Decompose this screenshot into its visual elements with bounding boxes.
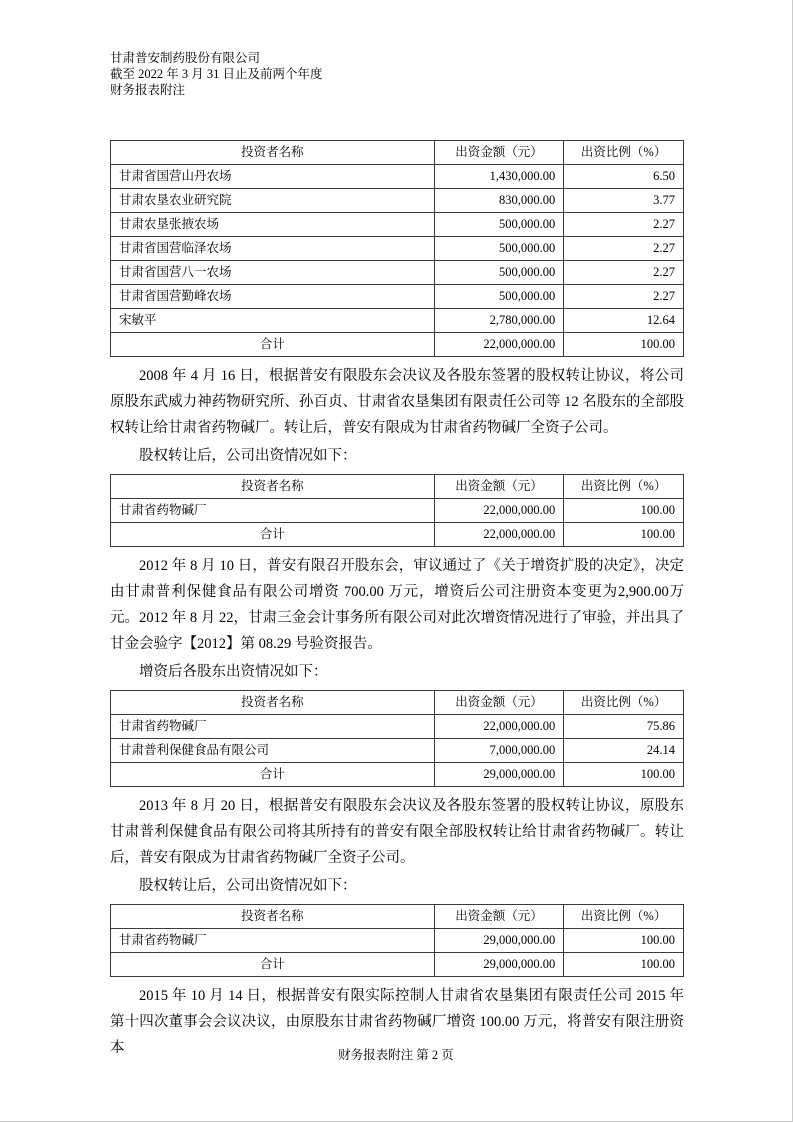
total-amount-cell: 29,000,000.00: [434, 763, 563, 787]
paragraph-increase-intro: 增资后各股东出资情况如下：: [139, 664, 328, 680]
total-amount-cell: 22,000,000.00: [434, 333, 563, 357]
ratio-cell: 6.50: [564, 165, 684, 189]
amount-cell: 500,000.00: [434, 261, 563, 285]
col-investor-name: 投资者名称: [111, 475, 435, 499]
ownership-table-2008: [110, 474, 684, 547]
total-ratio-cell: 100.00: [564, 523, 684, 547]
investor-name-cell: 甘肃省药物碱厂: [111, 715, 435, 739]
table-header-row: [111, 905, 684, 929]
doc-header: [110, 50, 684, 98]
col-amount: 出资金额（元）: [434, 691, 563, 715]
ratio-cell: 2.27: [564, 285, 684, 309]
investor-name-cell: 甘肃省国营山丹农场: [111, 165, 435, 189]
total-row: [111, 763, 684, 787]
total-label-cell: 合计: [111, 763, 435, 787]
col-ratio: 出资比例（%）: [564, 691, 684, 715]
amount-cell: 830,000.00: [434, 189, 563, 213]
total-ratio-cell: 100.00: [564, 763, 684, 787]
table-row: [111, 189, 684, 213]
table-row: [111, 213, 684, 237]
table-row: [111, 165, 684, 189]
ratio-cell: 24.14: [564, 739, 684, 763]
table-row: [111, 309, 684, 333]
ownership-table-2013: [110, 904, 684, 977]
ratio-cell: 2.27: [564, 261, 684, 285]
investor-name-cell: 甘肃省国营勤峰农场: [111, 285, 435, 309]
col-ratio: 出资比例（%）: [564, 141, 684, 165]
ownership-table-2012: [110, 690, 684, 787]
col-ratio: 出资比例（%）: [564, 905, 684, 929]
total-row: [111, 333, 684, 357]
col-investor-name: 投资者名称: [111, 691, 435, 715]
paragraph-2012-capital-increase: 2012 年 8 月 10 日，普安有限召开股东会，审议通过了《关于增资扩股的决定》，决定由甘肃普利保健食品有限公司增资 700.00 万元，增资后公司注册资本变更为2,900.00万元。2012 年 8 月 22，甘肃三金会计事务所有限公司对此次增资情况进行了审验，并出具了甘金会验字【2012】第 08.29 号验资报告。: [110, 558, 684, 652]
ratio-cell: 75.86: [564, 715, 684, 739]
table-row: [111, 261, 684, 285]
table-header-row: [111, 691, 684, 715]
table-row: [111, 285, 684, 309]
total-amount-cell: 29,000,000.00: [434, 953, 563, 977]
total-ratio-cell: 100.00: [564, 333, 684, 357]
ratio-cell: 2.27: [564, 237, 684, 261]
amount-cell: 29,000,000.00: [434, 929, 563, 953]
table-row: [111, 739, 684, 763]
ownership-table-initial: [110, 140, 684, 357]
col-investor-name: 投资者名称: [111, 905, 435, 929]
amount-cell: 22,000,000.00: [434, 499, 563, 523]
col-amount: 出资金额（元）: [434, 141, 563, 165]
amount-cell: 500,000.00: [434, 237, 563, 261]
total-row: [111, 523, 684, 547]
investor-name-cell: 宋敏平: [111, 309, 435, 333]
investor-name-cell: 甘肃普利保健食品有限公司: [111, 739, 435, 763]
total-row: [111, 953, 684, 977]
investor-name-cell: 甘肃省国营临泽农场: [111, 237, 435, 261]
company-name: 甘肃普安制药股份有限公司: [110, 51, 261, 65]
amount-cell: 7,000,000.00: [434, 739, 563, 763]
investor-name-cell: 甘肃农垦张掖农场: [111, 213, 435, 237]
col-amount: 出资金额（元）: [434, 475, 563, 499]
ratio-cell: 3.77: [564, 189, 684, 213]
paragraph-2015-capital-increase: 2015 年 10 月 14 日，根据普安有限实际控制人甘肃省农垦集团有限责任公司 2015 年第十四次董事会会议决议，由原股东甘肃省药物碱厂增资 100.00 万元，将普安有限注册资本: [110, 988, 684, 1056]
paragraph-2013-transfer: 2013 年 8 月 20 日，根据普安有限股东会决议及各股东签署的股权转让协议，原股东甘肃普利保健食品有限公司将其所持有的普安有限全部股权转让给甘肃省药物碱厂。转让后，普安有限成为甘肃省药物碱厂全资子公司。: [110, 798, 684, 866]
amount-cell: 500,000.00: [434, 285, 563, 309]
paragraph-2008-transfer: 2008 年 4 月 16 日，根据普安有限股东会决议及各股东签署的股权转让协议，将公司原股东武威力神药物研究所、孙百贞、甘肃省农垦集团有限责任公司等 12 名股东的全部股权转让给甘肃省药物碱厂。转让后，普安有限成为甘肃省药物碱厂全资子公司。: [110, 368, 684, 436]
paragraph-transfer-intro-1: 股权转让后，公司出资情况如下：: [139, 448, 357, 464]
table-row: [111, 929, 684, 953]
total-ratio-cell: 100.00: [564, 953, 684, 977]
col-ratio: 出资比例（%）: [564, 475, 684, 499]
paragraph-transfer-intro-2: 股权转让后，公司出资情况如下：: [139, 878, 357, 894]
ratio-cell: 100.00: [564, 929, 684, 953]
total-label-cell: 合计: [111, 953, 435, 977]
investor-name-cell: 甘肃省药物碱厂: [111, 929, 435, 953]
col-investor-name: 投资者名称: [111, 141, 435, 165]
ratio-cell: 2.27: [564, 213, 684, 237]
investor-name-cell: 甘肃省药物碱厂: [111, 499, 435, 523]
table-row: [111, 715, 684, 739]
col-amount: 出资金额（元）: [434, 905, 563, 929]
investor-name-cell: 甘肃省国营八一农场: [111, 261, 435, 285]
table-header-row: [111, 475, 684, 499]
investor-name-cell: 甘肃农垦农业研究院: [111, 189, 435, 213]
amount-cell: 500,000.00: [434, 213, 563, 237]
amount-cell: 1,430,000.00: [434, 165, 563, 189]
table-row: [111, 499, 684, 523]
total-label-cell: 合计: [111, 523, 435, 547]
amount-cell: 22,000,000.00: [434, 715, 563, 739]
total-amount-cell: 22,000,000.00: [434, 523, 563, 547]
total-label-cell: 合计: [111, 333, 435, 357]
report-period: 截至 2022 年 3 月 31 日止及前两个年度: [110, 67, 323, 81]
table-header-row: [111, 141, 684, 165]
ratio-cell: 12.64: [564, 309, 684, 333]
table-row: [111, 237, 684, 261]
page-footer: 财务报表附注 第 2 页: [338, 1048, 454, 1062]
ratio-cell: 100.00: [564, 499, 684, 523]
doc-title: 财务报表附注: [110, 83, 186, 97]
amount-cell: 2,780,000.00: [434, 309, 563, 333]
